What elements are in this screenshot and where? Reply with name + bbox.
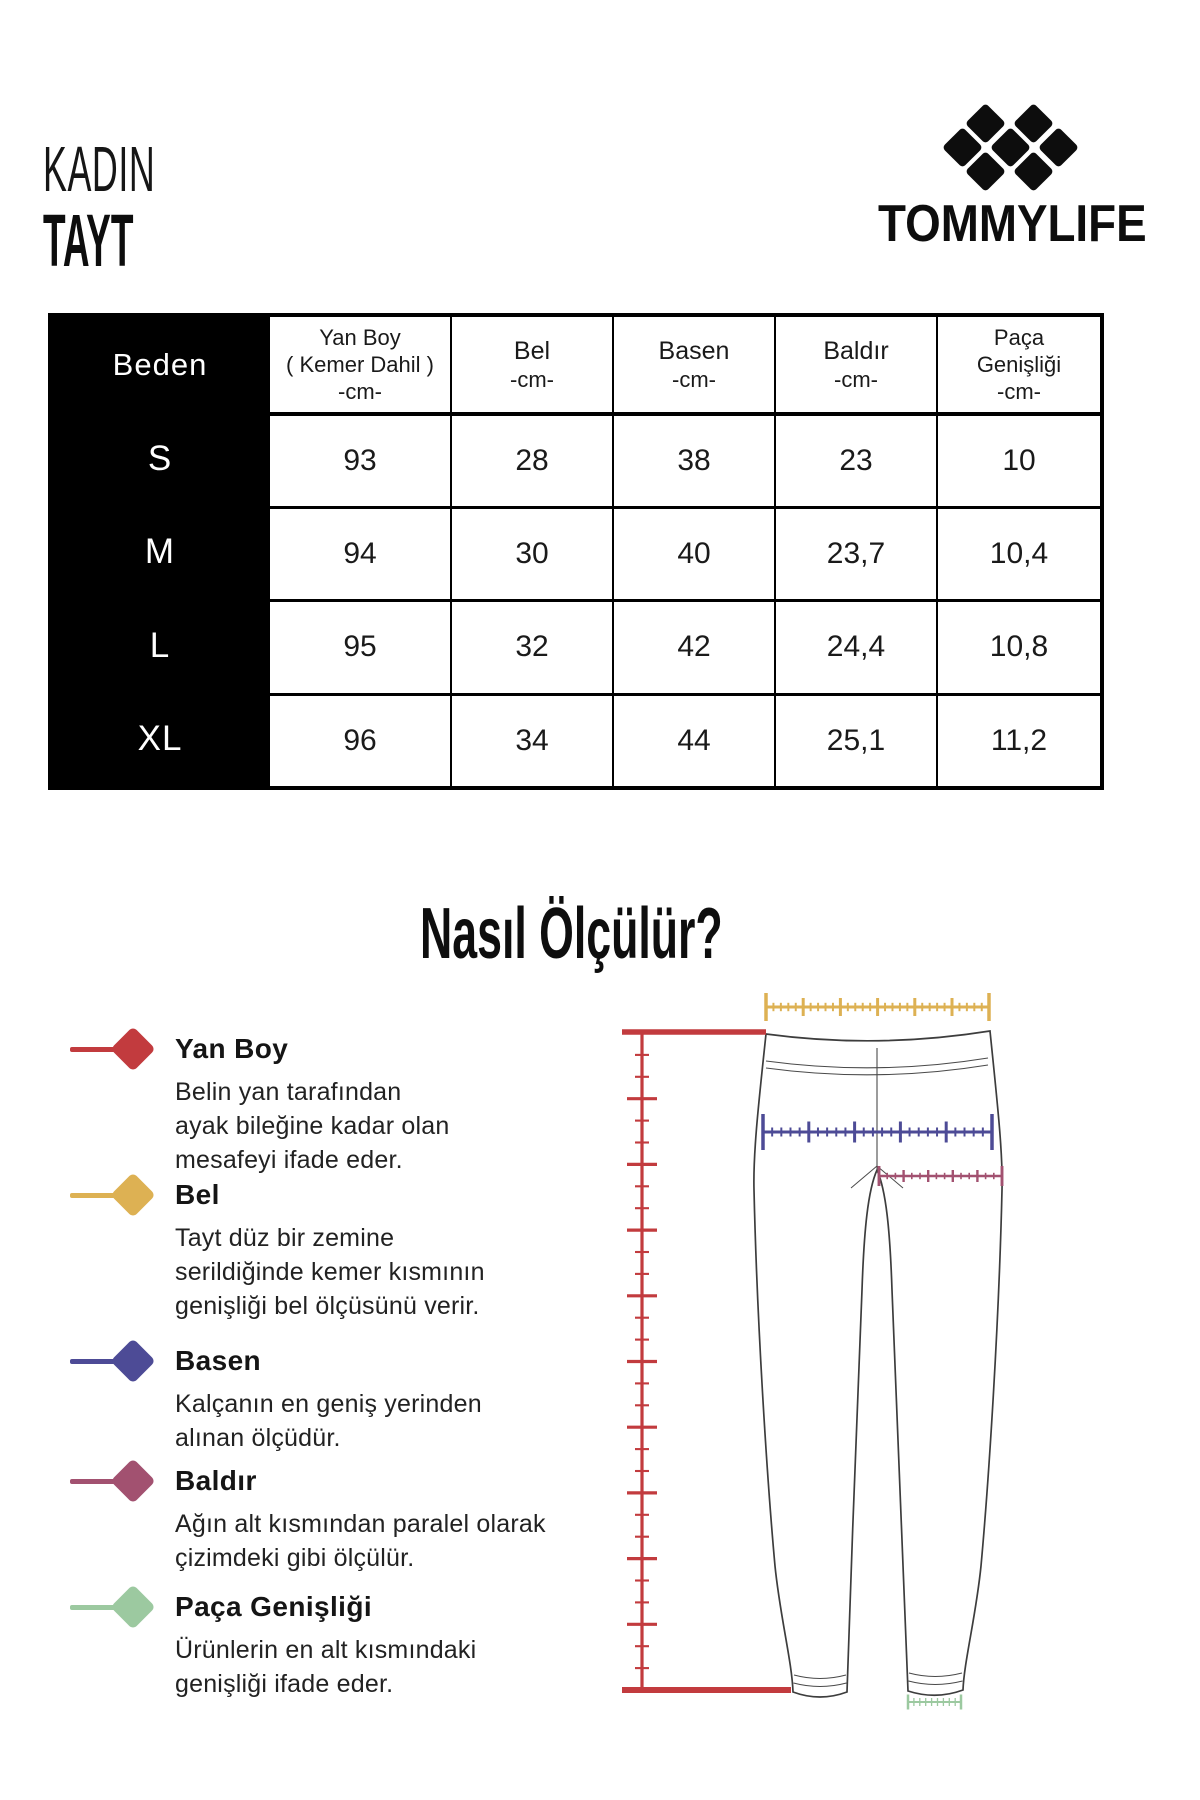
- legend-item-basen: [68, 1338, 548, 1455]
- legend-label: Baldır: [175, 1465, 257, 1496]
- column-header-basen: Basen -cm-: [612, 317, 774, 412]
- column-header-yan-boy: Yan Boy ( Kemer Dahil ) -cm-: [268, 317, 450, 412]
- legend-item-yan-boy: [68, 1026, 548, 1177]
- size-row-label: M: [52, 506, 268, 600]
- size-row-label: L: [52, 599, 268, 693]
- size-value-cell: 96: [268, 693, 450, 787]
- size-value-cell: 25,1: [774, 693, 936, 787]
- size-row-label: S: [52, 412, 268, 506]
- size-row-label: XL: [52, 693, 268, 787]
- legend-description: Belin yan tarafından ayak bileğine kadar olan mesafeyi ifade eder.: [175, 1078, 450, 1174]
- size-value-cell: 30: [450, 506, 612, 600]
- size-value-cell: 24,4: [774, 599, 936, 693]
- brand-logo-text: TOMMYLIFE: [878, 195, 1147, 253]
- legend-description: Ürünlerin en alt kısmındaki genişliği ifade eder.: [175, 1636, 477, 1698]
- legend-label: Bel: [175, 1179, 220, 1210]
- legend-label: Basen: [175, 1345, 262, 1376]
- brand-product-label: TAYT: [43, 199, 134, 282]
- size-value-cell: 28: [450, 412, 612, 506]
- size-value-cell: 42: [612, 599, 774, 693]
- size-value-cell: 10: [936, 412, 1100, 506]
- legend-description: Tayt düz bir zemine serildiğinde kemer kısmının genişliği bel ölçüsünü verir.: [175, 1224, 485, 1320]
- column-header-bel: Bel -cm-: [450, 317, 612, 412]
- legend-item-baldir: [68, 1458, 548, 1575]
- ruler-yan-boy: [627, 1033, 657, 1690]
- size-value-cell: 23,7: [774, 506, 936, 600]
- diamond-grid-icon: [940, 100, 1082, 192]
- size-value-cell: 95: [268, 599, 450, 693]
- legend-description: Kalçanın en geniş yerinden alınan ölçüdür.: [175, 1390, 482, 1452]
- size-value-cell: 40: [612, 506, 774, 600]
- legend-label: Yan Boy: [175, 1033, 289, 1064]
- size-value-cell: 10,4: [936, 506, 1100, 600]
- legend-item-bel: [68, 1172, 548, 1323]
- legend-label: Paça Genişliği: [175, 1591, 373, 1622]
- size-value-cell: 11,2: [936, 693, 1100, 787]
- leggings-diagram: [550, 985, 1070, 1720]
- measure-marker-icon: [68, 1458, 175, 1504]
- measure-marker-icon: [68, 1584, 175, 1630]
- legend-description: Ağın alt kısmından paralel olarak çizimdeki gibi ölçülür.: [175, 1510, 546, 1572]
- size-value-cell: 44: [612, 693, 774, 787]
- ruler-paca-genisligi: [908, 1695, 961, 1710]
- size-value-cell: 34: [450, 693, 612, 787]
- column-header-paca-genisligi: Paça Genişliği -cm-: [936, 317, 1100, 412]
- measure-marker-icon: [68, 1172, 175, 1218]
- ruler-bel: [766, 993, 989, 1021]
- howto-section-title: Nasıl Ölçülür?: [420, 894, 723, 974]
- size-value-cell: 94: [268, 506, 450, 600]
- measure-marker-icon: [68, 1338, 175, 1384]
- column-header-baldir: Baldır -cm-: [774, 317, 936, 412]
- size-value-cell: 38: [612, 412, 774, 506]
- tommylife-logo: [860, 100, 1160, 253]
- size-value-cell: 23: [774, 412, 936, 506]
- legend-item-paca-genisligi: [68, 1584, 548, 1701]
- table-corner-beden: Beden: [52, 317, 268, 412]
- size-table: [48, 313, 1104, 790]
- brand-category-label: KADIN: [43, 133, 156, 205]
- size-value-cell: 10,8: [936, 599, 1100, 693]
- size-value-cell: 93: [268, 412, 450, 506]
- measure-marker-icon: [68, 1026, 175, 1072]
- size-value-cell: 32: [450, 599, 612, 693]
